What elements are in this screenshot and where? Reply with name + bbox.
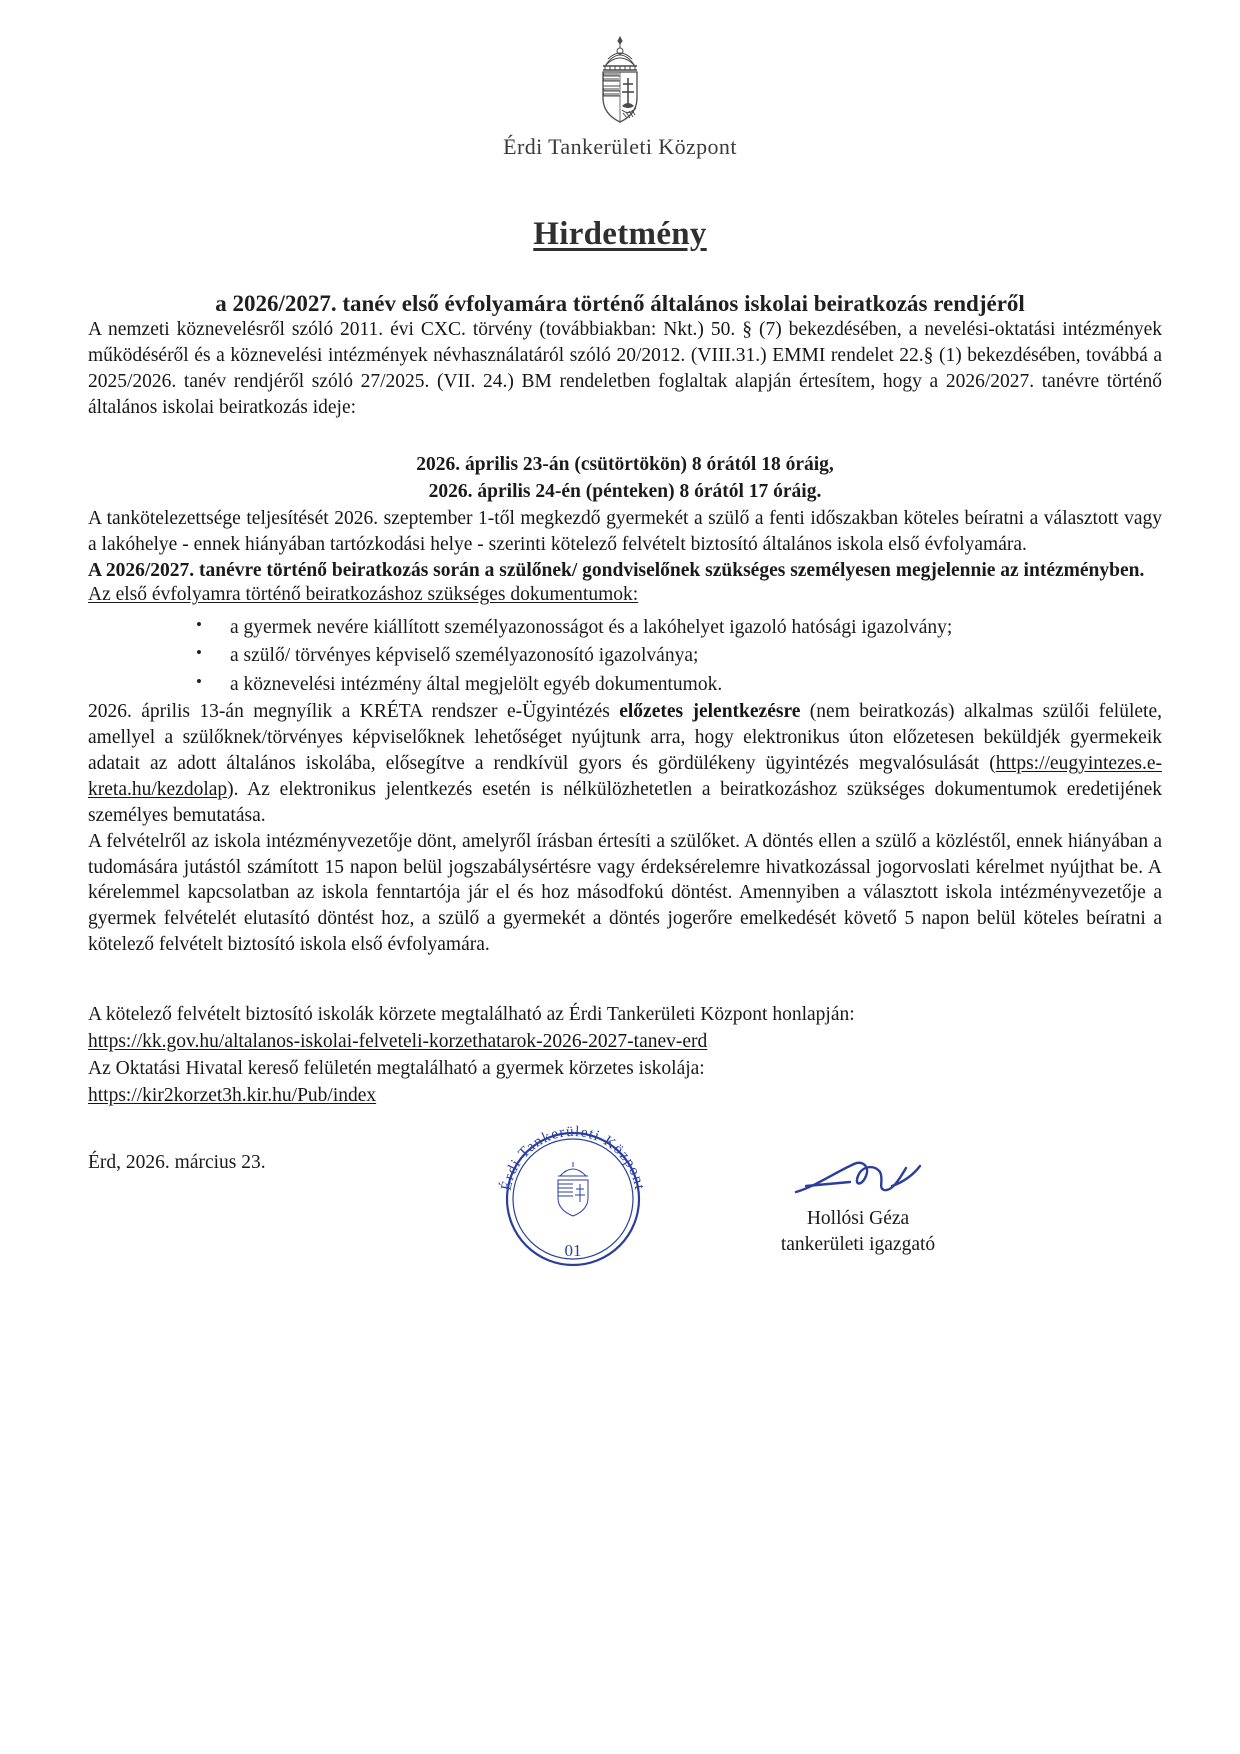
- intro-paragraph: A nemzeti köznevelésről szóló 2011. évi CXC. törvény (továbbiakban: Nkt.) 50. § (7) bekezdésében, a nevelési-oktatási intézmények működéséről és a köznevelési intézmények névhasználatáról szóló 20/2012. (VIII.31.) EMMI rendelet 22.§ (1) bekezdésében, továbbá a 2025/2026. tanév rendjéről szóló 27/2025. (VII. 24.) BM rendeletben foglaltak alapján értesítem, hogy a 2026/2027. tanévre történő általános iskolai beiratkozás ideje:: [88, 319, 1162, 418]
- oktatasi-hivatal-url-link[interactable]: https://kir2korzet3h.kir.hu/Pub/index: [88, 1084, 377, 1106]
- kreta-text-part-1: 2026. április 13-án megnyílik a KRÉTA rendszer e-Ügyintézés: [88, 701, 620, 723]
- enrollment-dates: [88, 451, 1162, 506]
- compulsory-schooling-paragraph: A tankötelezettsége teljesítését 2026. szeptember 1-től megkezdő gyermekét a szülő a fenti időszakban köteles beíratni a választott vagy a lakóhelye - ennek hiányában tartózkodási helye - szerinti kötelező felvételt biztosító általános iskola első évfolyamára.: [88, 508, 1162, 555]
- signer-title: tankerületi igazgató: [780, 1234, 936, 1256]
- stamp-top-text: Érdi Tankerületi Központ: [498, 1123, 648, 1192]
- enrollment-date-line-1: 2026. április 23-án (csütörtökön) 8 órától 18 óráig,: [416, 453, 834, 475]
- place-and-date: Érd, 2026. március 23.: [88, 1151, 266, 1173]
- links-section: [88, 1002, 1162, 1110]
- kreta-text-part-3: ). Az elektronikus jelentkezés esetén is nélkülözhetetlen a beiratkozáshoz szükséges dokumentumok eredetijének személyes bemutatása.: [88, 778, 1162, 826]
- districts-url-link[interactable]: https://kk.gov.hu/altalanos-iskolai-felveteli-korzethatarok-2026-2027-tanev-erd: [88, 1031, 708, 1053]
- documents-heading: Az első évfolyamra történő beiratkozáshoz szükséges dokumentumok:: [88, 584, 639, 606]
- organization-name: Érdi Tankerületi Központ: [503, 134, 737, 159]
- appeal-paragraph: A felvételről az iskola intézményvezetője dönt, amelyről írásban értesíti a szülőket. A döntés ellen a szülő a közléstől, ennek hiányában a tudomására jutástól számított 15 napon belül jogszabálysértésre vagy érdeksérelemre hivatkozással jogorvoslati kérelmet nyújthat be. A kérelemmel kapcsolatban az iskola fenntartója jár el és hoz másodfokú döntést. Amennyiben a választott iskola intézményvezetője a gyermek felvételét elutasító döntést hoz, a szülő a gyermekét a döntés jogerőre emelkedését követő 5 napon belül köteles beíratni a kötelező felvételt biztosító iskola első évfolyamára.: [88, 830, 1162, 956]
- enrollment-date-line-2: 2026. április 24-én (pénteken) 8 órától 17 óráig.: [428, 481, 822, 503]
- kreta-text-part-2: (nem beiratkozás) alkalmas szülői felülete, amellyel a szülőknek/törvényes képviselőknek lehetőséget nyújtunk arra, hogy elektronikus úton előzetesen beküldjék gyermekeik adatait az adott általános iskolába, elősegítve a rendkívül gyors és gördülékeny ügyintézés megvalósulását (: [88, 701, 1162, 774]
- signer-block: [728, 1206, 988, 1259]
- list-item: • a gyermek nevére kiállított személyazonosságot és a lakóhelyet igazoló hatósági igazolvány;: [196, 614, 1162, 642]
- document-body: [0, 317, 1240, 1324]
- document-header: [0, 0, 1240, 160]
- signature-section: [88, 1123, 1162, 1324]
- official-round-stamp: [488, 1114, 658, 1284]
- handwritten-signature: [788, 1152, 938, 1210]
- svg-text:Érdi Tankerületi Központ: [498, 1124, 648, 1192]
- kreta-paragraph: [88, 699, 1162, 829]
- hungarian-coat-of-arms: [592, 34, 648, 126]
- page-subtitle: a 2026/2027. tanév első évfolyamára történő általános iskolai beiratkozás rendjéről: [215, 291, 1025, 316]
- kreta-emphasis: előzetes jelentkezésre: [619, 701, 801, 723]
- kreta-link[interactable]: https://eugyintezes.e-kreta.hu/kezdolap: [88, 752, 1162, 800]
- signer-name: Hollósi Géza: [806, 1207, 910, 1229]
- list-item: • a szülő/ törvényes képviselő személyazonosító igazolványa;: [196, 642, 1162, 670]
- required-documents-list: [88, 614, 1162, 699]
- oktatasi-hivatal-line: Az Oktatási Hivatal kereső felületén megtalálható a gyermek körzetes iskolája:: [88, 1058, 705, 1080]
- districts-line: A kötelező felvételt biztosító iskolák körzete megtalálható az Érdi Tankerületi Központ honlapján:: [88, 1004, 855, 1026]
- page-title: Hirdetmény: [533, 216, 707, 252]
- list-item: • a köznevelési intézmény által megjelölt egyéb dokumentumok.: [196, 671, 1162, 699]
- personal-presence-paragraph: A 2026/2027. tanévre történő beiratkozás során a szülőnek/ gondviselőnek szükséges személyesen megjelennie az intézményben.: [88, 559, 1145, 581]
- stamp-number: 01: [564, 1240, 582, 1260]
